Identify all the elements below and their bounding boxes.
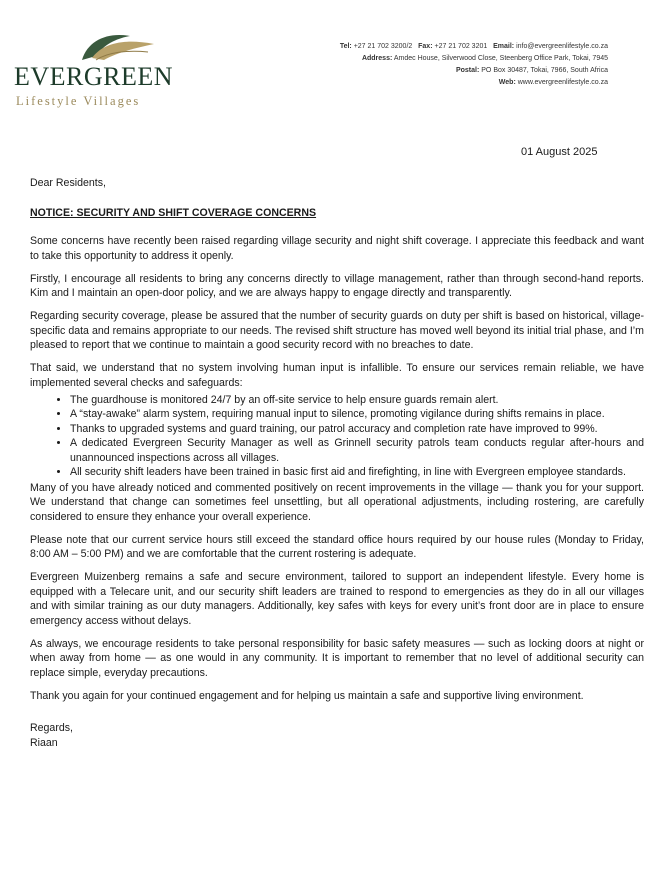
paragraph: Firstly, I encourage all residents to bring any concerns directly to village management, rather than through second-hand reports. Kim and I maintain an open-door policy, and we are always happy to engage directly and transparently.: [30, 272, 644, 299]
paragraph: As always, we encourage residents to take personal responsibility for basic safety measures — such as locking doors at night or when away from home — as one would in any community. It is important to remember that no level of additional security can replace simple, everyday precautions.: [30, 637, 644, 679]
tel-label: Tel:: [339, 43, 352, 50]
email-value: info@evergreenlifestyle.co.za: [516, 43, 608, 50]
postal-label: Postal:: [455, 67, 480, 74]
fax-label: Fax:: [418, 43, 433, 50]
address-value: Amdec House, Silverwood Close, Steenberg Office Park, Tokai, 7945: [393, 55, 608, 62]
fax-value: +27 21 702 3201: [434, 43, 488, 50]
paragraph: Many of you have already noticed and commented positively on recent improvements in the village — thank you for your support. We understand that change can sometimes feel unsettling, but all operational adjustments, including rostering, are carefully considered to ensure they enhance your overall experience.: [30, 481, 644, 523]
letter-date: 01 August 2025: [521, 146, 598, 158]
contact-line-address: [340, 53, 608, 65]
paragraph: That said, we understand that no system involving human input is infallible. To ensure our services remain reliable, we have implemented several checks and safeguards:: [30, 362, 644, 389]
web-label: Web:: [498, 79, 516, 86]
contact-line-postal: [340, 65, 608, 77]
closing: Regards,: [30, 722, 73, 734]
tel-value: +27 21 702 3200/2: [353, 43, 413, 50]
paragraph: Thank you again for your continued engagement and for helping us maintain a safe and supportive living environment.: [30, 689, 584, 702]
list-item: • All security shift leaders have been trained in basic first aid and firefighting, in line with Evergreen employee standards.: [70, 465, 644, 480]
list-item: • A dedicated Evergreen Security Manager as well as Grinnell security patrols team conducts regular after-hours and unannounced inspections across all villages.: [70, 436, 644, 465]
email-label: Email:: [493, 43, 515, 50]
safeguards-list: [30, 393, 644, 480]
evergreen-logo: [12, 30, 174, 112]
paragraph: Regarding security coverage, please be assured that the number of security guards on duty per shift is based on historical, village-specific data and remains appropriate to our needs. The revised shift structure has moved well beyond its initial trial phase, and I’m pleased to report that we continue to maintain a good security record with no breaches to date.: [30, 310, 644, 351]
leaf-icon: [78, 30, 158, 64]
contact-line-web: [340, 77, 608, 89]
address-label: Address:: [361, 55, 393, 62]
letter-body: [30, 176, 644, 750]
list-item: • Thanks to upgraded systems and guard training, our patrol accuracy and completion rate have improved to 99%.: [70, 422, 644, 437]
greeting: Dear Residents,: [30, 177, 106, 189]
brand-name: EVERGREEN: [14, 62, 174, 91]
signature-name: Riaan: [30, 736, 58, 749]
paragraph: Some concerns have recently been raised regarding village security and night shift coverage. I appreciate this feedback and want to take this opportunity to address it openly.: [30, 235, 644, 262]
contact-line-phone: [340, 41, 608, 53]
list-item: • A “stay-awake” alarm system, requiring manual input to silence, promoting vigilance during shifts remains in place.: [70, 407, 644, 422]
web-value: www.evergreenlifestyle.co.za: [517, 79, 608, 86]
postal-value: PO Box 30487, Tokai, 7966, South Africa: [481, 67, 608, 74]
subject-heading: NOTICE: SECURITY AND SHIFT COVERAGE CONCERNS: [30, 206, 317, 219]
paragraph: Please note that our current service hours still exceed the standard office hours required by our house rules (Monday to Friday, 8:00 AM – 5:00 PM) and we are comfortable that the current rostering is adequate.: [30, 533, 644, 560]
contact-block: [340, 41, 608, 89]
list-item: • The guardhouse is monitored 24/7 by an off-site service to help ensure guards remain alert.: [70, 393, 644, 408]
brand-tagline: Lifestyle Villages: [16, 94, 141, 108]
paragraph: Evergreen Muizenberg remains a safe and secure environment, tailored to support an independent lifestyle. Every home is equipped with a Telecare unit, and our security shift leaders are trained to respond to emergencies as they do in all our villages and with similar training as our duty managers. Additionally, key safes with keys for every unit’s front door are in place to ensure emergency access without delays.: [30, 571, 644, 627]
